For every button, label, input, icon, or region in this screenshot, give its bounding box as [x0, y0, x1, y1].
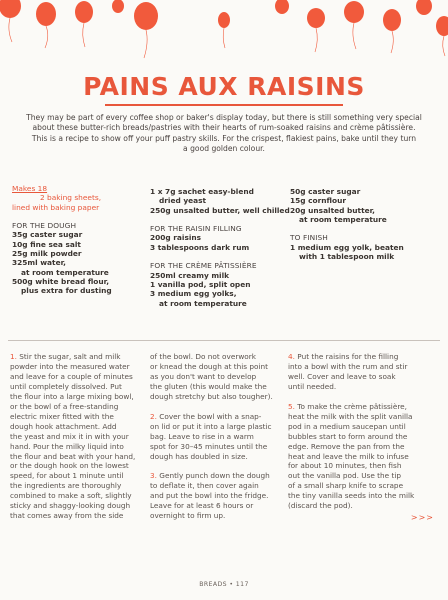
ingredient-item: 15g cornflour — [290, 196, 346, 206]
method-line: pod in a medium saucepan until — [288, 421, 406, 431]
method-line: to deflate it, then cover again — [150, 481, 259, 491]
page-footer: BREADS • 117 — [199, 581, 249, 588]
step-number: 5. — [288, 401, 295, 411]
step-number: 4. — [288, 352, 295, 361]
method-line: or the dough hook on the lowest — [10, 461, 129, 471]
method-line: until needed. — [288, 381, 337, 391]
method-line: hand. Pour the milky liquid into — [10, 441, 124, 451]
ingredient-item: 10g fine sea salt — [12, 239, 81, 249]
method-line: and leave for a couple of minutes — [10, 371, 133, 381]
method-line: To make the crème pâtissière, — [297, 401, 407, 411]
method-line: heat the milk with the split vanilla — [288, 411, 413, 421]
equipment-line: lined with baking paper — [12, 202, 100, 212]
method-line: overnight to firm up. — [150, 511, 226, 521]
step-number: 1. — [10, 352, 17, 361]
method-line: Put the raisins for the filling — [297, 352, 399, 361]
step-number: 2. — [150, 411, 157, 421]
section-divider — [8, 340, 440, 341]
method-line: dough stretchy but also tougher). — [150, 391, 273, 401]
finish-heading: TO FINISH — [290, 233, 328, 243]
method-line: of the bowl. Do not overwork — [150, 352, 256, 361]
method-line: the gluten (this would make the — [150, 381, 267, 391]
method-line: bag. Leave to rise in a warm — [150, 431, 254, 441]
recipe-title: PAINS AUX RAISINS — [83, 72, 365, 101]
ingredients-column-1 — [12, 184, 142, 296]
balloon-icon — [307, 8, 325, 28]
method-column-2 — [150, 352, 290, 521]
ingredient-item: at room temperature — [21, 267, 109, 277]
method-line: that comes away from the side — [10, 511, 124, 521]
method-line: dough has doubled in size. — [150, 451, 248, 461]
ingredients-column-2 — [150, 187, 310, 308]
makes-count: Makes 18 — [12, 184, 48, 193]
ingredient-item: 1 vanilla pod, split open — [150, 279, 251, 289]
method-line: the ingredients are thoroughly — [10, 481, 122, 491]
balloons-illustration — [0, 0, 448, 70]
intro-line: They may be part of every coffee shop or baker's display today, but there is still something very special — [26, 113, 422, 122]
balloon-icon — [112, 0, 124, 13]
method-line: for about 10 minutes, then fish — [288, 461, 402, 471]
ingredient-item: plus extra for dusting — [21, 286, 112, 296]
method-line: dough hook attachment. Add — [10, 421, 117, 431]
method-line: heat and leave the milk to infuse — [288, 451, 409, 461]
method-line: as you don't want to develop — [150, 371, 257, 381]
raisin-filling-heading: FOR THE RAISIN FILLING — [150, 224, 242, 234]
intro-line: a good golden colour. — [183, 144, 265, 154]
equipment-line: 2 baking sheets, — [40, 193, 102, 203]
intro-line: about these butter-rich breads/pastries with their hearts of rum-soaked raisins and crème pâtissière. — [32, 123, 416, 133]
method-column-1 — [10, 352, 148, 521]
method-line: on lid or put it into a large plastic — [150, 421, 272, 431]
method-line: the flour into a large mixing bowl, — [10, 391, 134, 401]
method-line: into a bowl with the rum and stir — [288, 361, 408, 371]
title-underline — [105, 104, 343, 106]
ingredient-item: 20g unsalted butter, — [290, 205, 375, 215]
method-line: of a small sharp knife to scrape — [288, 481, 404, 491]
creme-heading: FOR THE CRÈME PÂTISSIÈRE — [150, 261, 257, 271]
balloon-icon — [36, 2, 56, 26]
method-column-3 — [288, 352, 440, 523]
recipe-intro — [12, 113, 436, 155]
method-line: and put the bowl into the fridge. — [150, 491, 269, 501]
ingredient-item: 3 medium egg yolks, — [150, 289, 237, 299]
method-line: the flour and beat with your hand, — [10, 451, 136, 461]
method-line: bubbles start to form around the — [288, 431, 408, 441]
balloon-icon — [416, 0, 432, 15]
balloon-icon — [344, 1, 364, 23]
method-line: powder into the measured water — [10, 361, 130, 371]
ingredient-item: at room temperature — [299, 214, 387, 224]
ingredient-item: 250ml creamy milk — [150, 270, 230, 280]
method-line: well. Cover and leave to soak — [288, 371, 396, 381]
method-line: the tiny vanilla seeds into the milk — [288, 491, 415, 501]
method-line: the yeast and mix it in with your — [10, 431, 129, 441]
method-line: electric mixer fitted with the — [10, 411, 114, 421]
method-line: out the vanilla pod. Use the tip — [288, 471, 401, 481]
method-line: (discard the pod). — [288, 501, 353, 511]
method-line: speed, for about 1 minute until — [10, 471, 124, 481]
ingredient-item: 1 medium egg yolk, beaten — [290, 242, 404, 252]
continued-arrows: >>> — [410, 513, 434, 523]
balloon-icon — [75, 1, 93, 23]
balloon-icon — [436, 16, 448, 36]
ingredient-item: 500g white bread flour, — [12, 276, 110, 286]
ingredient-item: 35g caster sugar — [12, 230, 83, 240]
ingredient-item: 325ml water, — [12, 258, 66, 268]
ingredient-item: 3 tablespoons dark rum — [150, 242, 250, 252]
method-line: or knead the dough at this point — [150, 361, 269, 371]
ingredient-item: with 1 tablespoon milk — [299, 252, 395, 262]
ingredient-item: 50g caster sugar — [290, 187, 361, 196]
ingredient-item: 25g milk powder — [12, 249, 82, 259]
method-line: combined to make a soft, slightly — [10, 491, 132, 501]
ingredient-item: at room temperature — [159, 298, 247, 308]
step-number: 3. — [150, 471, 157, 481]
ingredients-column-3 — [290, 187, 440, 261]
method-line: Gently punch down the dough — [159, 471, 270, 481]
dough-heading: FOR THE DOUGH — [12, 221, 77, 231]
balloon-icon — [275, 0, 289, 14]
method-line: until completely dissolved. Put — [10, 381, 122, 391]
balloon-icon — [0, 0, 21, 18]
ingredient-item: 1 x 7g sachet easy-blend — [150, 187, 254, 196]
ingredient-item: 200g raisins — [150, 233, 202, 243]
method-line: Cover the bowl with a snap- — [159, 411, 262, 421]
balloon-icon — [383, 9, 401, 31]
ingredient-item: 250g unsalted butter, well chilled — [150, 205, 290, 215]
method-line: edge. Remove the pan from the — [288, 441, 405, 451]
method-line: sticky and shaggy-looking dough — [10, 501, 131, 511]
method-line: or the bowl of a free-standing — [10, 401, 119, 411]
balloon-icon — [134, 2, 158, 30]
ingredient-item: dried yeast — [159, 196, 207, 206]
balloon-icon — [218, 12, 230, 28]
method-line: Stir the sugar, salt and milk — [19, 352, 121, 361]
intro-line: This is a recipe to show off your puff pastry skills. For the crispest, flakiest pains, bake until they turn — [31, 133, 417, 143]
method-line: spot for 30–45 minutes until the — [150, 441, 268, 451]
method-line: Leave for at least 6 hours or — [150, 501, 254, 511]
